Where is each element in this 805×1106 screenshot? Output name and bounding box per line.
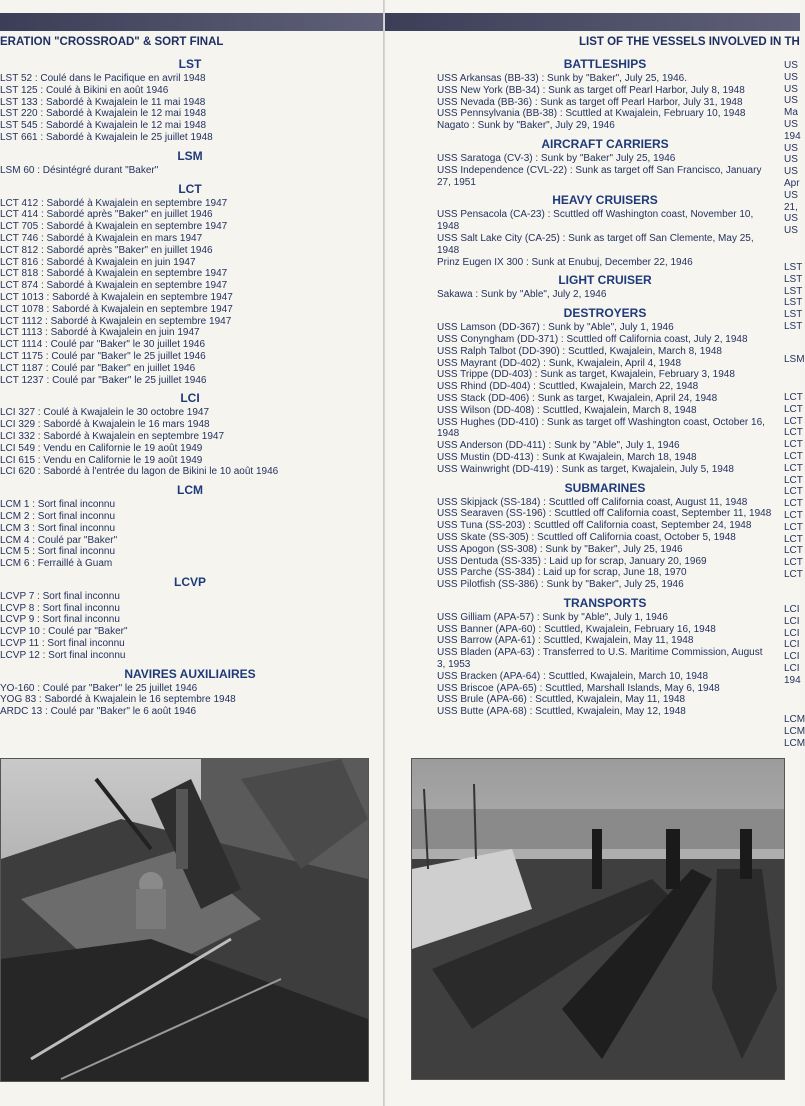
section-title: DESTROYERS [563,306,647,321]
vessel-entry: LCT 412 : Sabordé à Kwajalein en septembre 1947 [0,197,228,209]
section-title: TRANSPORTS [563,595,647,610]
vessel-entry: LCVP 11 : Sort final inconnu [0,638,125,650]
vessel-entry: USS Wilson (DD-408) : Scuttled, Kwajalein, March 8, 1948 [437,404,697,416]
rail-fragment: LST [784,320,803,332]
ship-wreckage-photo [0,758,369,1082]
vessel-entry: USS Wainwright (DD-419) : Sunk as target, Kwajalein, July 5, 1948 [437,463,734,475]
vessel-entry: USS Banner (APA-60) : Scuttled, Kwajalein, February 16, 1948 [437,623,716,635]
rail-fragment: LST [784,262,803,273]
vessel-entry: LCVP 8 : Sort final inconnu [0,602,120,614]
rail-fragment: US [784,118,798,130]
edge-rail-lsm [784,354,805,366]
rail-fragment: LCI [784,639,800,651]
rail-fragment: LCT [784,450,803,462]
rail-fragment: LCT [784,557,803,569]
rail-fragment: LST [784,309,803,321]
vessel-entry: LCT 818 : Sabordé à Kwajalein en septembre 1947 [0,268,228,280]
vessel-entry: USS Skipjack (SS-184) : Scuttled off California coast, August 11, 1948 [437,496,748,508]
rail-fragment: LCI [784,651,800,663]
vessel-entry: LCT 1175 : Coulé par "Baker" le 25 juillet 1946 [0,350,206,362]
section-title: LCVP [173,574,206,589]
rail-fragment: 21, [784,201,798,213]
section-title: SUBMARINES [564,480,646,495]
vessel-entry: LCM 4 : Coulé par "Baker" [0,534,118,546]
rail-fragment: LCT [784,533,803,545]
vessel-entry: LCM 6 : Ferraillé à Guam [0,558,113,570]
vessel-entry: LCT 1112 : Sabordé à Kwajalein en septembre 1947 [0,315,232,327]
vessel-entry: USS Anderson (DD-411) : Sunk by "Able", July 1, 1946 [437,440,680,452]
vessel-entry: USS Ralph Talbot (DD-390) : Scuttled, Kwajalein, March 8, 1948 [437,345,722,357]
rail-fragment: US [784,213,798,225]
vessel-entry: USS Barrow (APA-61) : Scuttled, Kwajalein, May 11, 1948 [437,635,694,647]
rail-fragment: LCI [784,662,800,674]
vessel-entry: USS Hughes (DD-410) : Sunk as target off Washington coast, October 16, 1948 [437,416,765,440]
header-bar [0,13,383,31]
right-column [437,52,773,718]
left-page [0,0,383,1106]
edge-rail-lci [784,604,801,687]
section-lsm [0,149,380,177]
section-light-cruiser [437,273,773,301]
vessel-entry: LCI 327 : Coulé à Kwajalein le 30 octobre 1947 [0,407,210,419]
header-bar [385,13,800,31]
vessel-list [437,73,773,132]
vessel-list [437,612,773,718]
section-navires-auxiliaires [0,667,380,718]
vessel-entry: USS Mayrant (DD-402) : Sunk, Kwajalein, April 4, 1948 [437,357,681,369]
vessel-entry: Sakawa : Sunk by "Able", July 2, 1946 [437,289,607,301]
vessel-entry: USS Tuna (SS-203) : Scuttled off California coast, September 24, 1948 [437,520,752,532]
rail-fragment: LCI [784,604,800,615]
vessel-entry: LST 220 : Sabordé à Kwajalein le 12 mai 1948 [0,108,207,120]
vessel-entry: USS Trippe (DD-403) : Sunk as target, Kwajalein, February 3, 1948 [437,369,735,381]
section-title: HEAVY CRUISERS [552,193,658,208]
section-lct [0,182,380,387]
rail-fragment: US [784,60,798,71]
rail-fragment: LSM [784,354,805,365]
vessel-entry: USS Saratoga (CV-3) : Sunk by "Baker" July 25, 1946 [437,152,676,164]
vessel-entry: USS Pennsylvania (BB-38) : Scuttled at Kwajalein, February 10, 1948 [437,108,746,120]
rail-fragment: LCI [784,627,800,639]
section-title: LCI [180,391,200,406]
vessel-entry: USS Independence (CVL-22) : Sunk as target off San Francisco, January 27, 1951 [437,164,762,188]
edge-rail-lst [784,262,802,333]
rail-fragment: LCT [784,474,803,486]
vessel-entry: LST 661 : Sabordé à Kwajalein le 25 juillet 1948 [0,131,213,143]
vessel-list [437,153,773,188]
rail-fragment: LCT [784,486,803,498]
vessel-list [437,322,773,475]
vessel-entry: LST 52 : Coulé dans le Pacifique en avril 1948 [0,73,206,84]
vessel-list [437,209,773,268]
submarines-harbor-photo [411,758,785,1080]
vessel-entry: USS Gilliam (APA-57) : Sunk by "Able", July 1, 1946 [437,611,668,623]
edge-rail-top [784,60,801,237]
vessel-entry: USS Salt Lake City (CA-25) : Sunk as target off San Clemente, May 25, 1948 [437,232,754,256]
vessel-entry: Nagato : Sunk by "Baker", July 29, 1946 [437,120,615,132]
rail-fragment: US [784,189,798,201]
rail-fragment: LCT [784,439,803,451]
vessel-list [0,198,380,387]
vessel-list [0,591,380,662]
rail-fragment: LCI [784,615,800,627]
vessel-entry: LST 133 : Sabordé à Kwajalein le 11 mai 1948 [0,96,206,108]
vessel-entry: USS Apogon (SS-308) : Sunk by "Baker", July 25, 1946 [437,543,683,555]
vessel-list [0,73,380,144]
vessel-entry: USS New York (BB-34) : Sunk as target off Pearl Harbor, July 8, 1948 [437,84,745,96]
vessel-entry: USS Pilotfish (SS-386) : Sunk by "Baker", July 25, 1946 [437,579,684,591]
vessel-entry: LCT 414 : Sabordé après "Baker" en juillet 1946 [0,209,213,221]
section-lcm [0,483,380,570]
rail-fragment: LST [784,297,803,309]
vessel-entry: LCT 1113 : Sabordé à Kwajalein en juin 1947 [0,327,200,339]
edge-rail-lct [784,392,803,581]
vessel-entry: LSM 60 : Désintégré durant "Baker" [0,164,159,176]
right-page [385,0,803,1106]
vessel-entry: LCI 329 : Sabordé à Kwajalein le 16 mars 1948 [0,419,210,431]
section-submarines [437,481,773,591]
vessel-entry: LCI 620 : Sabordé à l'entrée du lagon de Bikini le 10 août 1946 [0,466,279,478]
rail-fragment: US [784,83,798,95]
vessel-entry: USS Pensacola (CA-23) : Scuttled off Washington coast, November 10, 1948 [437,209,754,233]
page-header: LIST OF THE VESSELS INVOLVED IN TH [579,36,800,48]
vessel-entry: LCI 332 : Sabordé à Kwajalein en septembre 1947 [0,430,225,442]
vessel-entry: LCT 812 : Sabordé après "Baker" en juillet 1946 [0,244,213,256]
vessel-entry: LCT 1013 : Sabordé à Kwajalein en septembre 1947 [0,291,233,303]
vessel-list [437,497,773,591]
page-header: ERATION "CROSSROAD" & SORT FINAL [0,36,224,48]
vessel-entry: USS Brule (APA-66) : Scuttled, Kwajalein, May 11, 1948 [437,694,686,706]
rail-fragment: LCT [784,521,803,533]
rail-fragment: LCT [784,427,803,439]
left-column [0,52,380,718]
vessel-entry: USS Bracken (APA-64) : Scuttled, Kwajalein, March 10, 1948 [437,670,709,682]
rail-fragment: LCM [784,714,805,725]
section-heavy-cruisers [437,193,773,268]
vessel-entry: LCM 2 : Sort final inconnu [0,510,116,522]
rail-fragment: LCT [784,545,803,557]
rail-fragment: LCT [784,415,803,427]
rail-fragment: LST [784,273,803,285]
section-title: LSM [177,148,203,163]
rail-fragment: US [784,71,798,83]
vessel-entry: USS Stack (DD-406) : Sunk as target, Kwajalein, April 24, 1948 [437,392,718,404]
rail-fragment: US [784,142,798,154]
vessel-entry: LCT 816 : Sabordé à Kwajalein en juin 1947 [0,256,196,268]
vessel-entry: USS Searaven (SS-196) : Scuttled off California coast, September 11, 1948 [437,508,772,520]
section-aircraft-carriers [437,137,773,188]
vessel-entry: USS Dentuda (SS-335) : Laid up for scrap, January 20, 1969 [437,555,707,567]
vessel-entry: LCI 615 : Vendu en Californie le 19 août 1949 [0,454,203,466]
section-destroyers [437,306,773,475]
section-title: NAVIRES AUXILIAIRES [124,666,256,681]
section-title: LST [178,57,202,71]
rail-fragment: US [784,154,798,166]
rail-fragment: 194 [784,674,801,686]
vessel-entry: LCM 5 : Sort final inconnu [0,546,116,558]
vessel-entry: LCT 705 : Sabordé à Kwajalein en septembre 1947 [0,221,228,233]
section-title: BATTLESHIPS [563,57,647,71]
section-title: LCM [177,483,203,498]
vessel-entry: LCM 1 : Sort final inconnu [0,499,116,511]
rail-fragment: US [784,225,798,237]
vessel-list [0,165,380,177]
vessel-entry: LCT 1187 : Coulé par "Baker" en juillet 1946 [0,362,196,374]
rail-fragment: US [784,166,798,178]
vessel-entry: LST 125 : Coulé à Bikini en août 1946 [0,84,169,96]
rail-fragment: LCT [784,568,803,580]
vessel-entry: USS Lamson (DD-367) : Sunk by "Able", July 1, 1946 [437,322,674,334]
vessel-entry: LCT 1114 : Coulé par "Baker" le 30 juillet 1946 [0,339,205,351]
vessel-entry: LCI 549 : Vendu en Californie le 19 août 1949 [0,442,203,454]
vessel-entry: USS Nevada (BB-36) : Sunk as target off Pearl Harbor, July 31, 1948 [437,96,743,108]
vessel-entry: USS Conyngham (DD-371) : Scuttled off California coast, July 2, 1948 [437,333,748,345]
vessel-entry: Prinz Eugen IX 300 : Sunk at Enubuj, December 22, 1946 [437,256,693,268]
rail-fragment: LCT [784,509,803,521]
vessel-entry: LST 545 : Sabordé à Kwajalein le 12 mai 1948 [0,120,207,132]
vessel-entry: LCT 874 : Sabordé à Kwajalein en septembre 1947 [0,280,228,292]
vessel-entry: LCT 1078 : Sabordé à Kwajalein en septembre 1947 [0,303,233,315]
vessel-entry: LCT 1237 : Coulé par "Baker" le 25 juillet 1946 [0,374,207,386]
rail-fragment: LST [784,285,803,297]
section-transports [437,596,773,718]
section-lcvp [0,575,380,662]
vessel-entry: LCVP 12 : Sort final inconnu [0,649,126,661]
rail-fragment: LCT [784,462,803,474]
rail-fragment: US [784,95,798,107]
vessel-entry: ARDC 13 : Coulé par "Baker" le 6 août 1946 [0,706,197,718]
rail-fragment: LCT [784,392,803,403]
vessel-entry: USS Mustin (DD-413) : Sunk at Kwajalein, March 18, 1948 [437,451,697,463]
rail-fragment: LCT [784,498,803,510]
rail-fragment: Ma [784,107,798,119]
vessel-entry: USS Parche (SS-384) : Laid up for scrap, June 18, 1970 [437,567,687,579]
vessel-entry: USS Skate (SS-305) : Scuttled off California coast, October 5, 1948 [437,531,736,543]
vessel-entry: USS Rhind (DD-404) : Scuttled, Kwajalein, March 22, 1948 [437,381,699,393]
vessel-list [0,499,380,570]
vessel-list [0,683,380,718]
rail-fragment: 194 [784,130,801,142]
section-title: LIGHT CRUISER [558,273,652,288]
section-battleships [437,57,773,132]
vessel-entry: LCVP 7 : Sort final inconnu [0,590,120,602]
vessel-entry: USS Butte (APA-68) : Scuttled, Kwajalein, May 12, 1948 [437,706,686,718]
edge-rail-lcm [784,714,805,749]
vessel-entry: LCVP 10 : Coulé par "Baker" [0,626,128,638]
section-lst [0,57,380,144]
vessel-list [437,289,773,301]
vessel-entry: YO-160 : Coulé par "Baker" le 25 juillet 1946 [0,682,198,694]
section-title: AIRCRAFT CARRIERS [541,136,669,151]
rail-fragment: LCM [784,737,805,749]
vessel-entry: USS Briscoe (APA-65) : Scuttled, Marshall Islands, May 6, 1948 [437,682,720,694]
vessel-entry: LCVP 9 : Sort final inconnu [0,614,120,626]
section-lci [0,391,380,478]
vessel-entry: LCM 3 : Sort final inconnu [0,522,116,534]
rail-fragment: LCM [784,725,805,737]
vessel-entry: USS Arkansas (BB-33) : Sunk by "Baker", July 25, 1946. [437,73,687,84]
rail-fragment: Apr [784,177,800,189]
vessel-entry: YOG 83 : Sabordé à Kwajalein le 16 septembre 1948 [0,694,236,706]
section-title: LCT [178,181,202,196]
rail-fragment: LCT [784,403,803,415]
vessel-list [0,407,380,478]
vessel-entry: LCT 746 : Sabordé à Kwajalein en mars 1947 [0,232,203,244]
vessel-entry: USS Bladen (APA-63) : Transferred to U.S. Maritime Commission, August 3, 1953 [437,647,763,671]
